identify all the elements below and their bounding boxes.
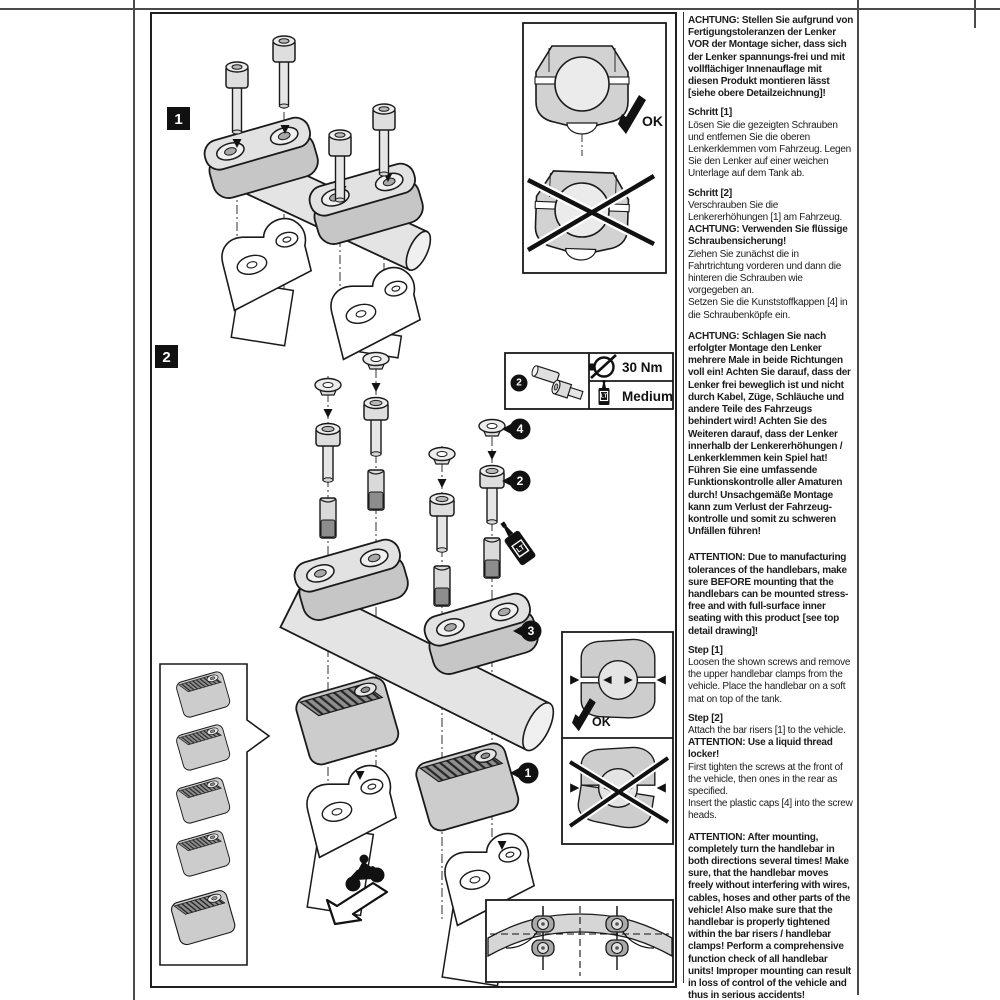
clamp-front-ok bbox=[535, 46, 629, 134]
en-warning-tolerances: ATTENTION: Due to manufacturing tolerances of the handlebars, make sure BEFORE mounting that the handlebars can be mounted stress-free and with full-surface inner seating with this product [see top detail drawing]! bbox=[688, 552, 849, 637]
ok-label: OK bbox=[642, 113, 663, 129]
de-step1-heading: Schritt [1] bbox=[688, 107, 732, 119]
right-margin-rule bbox=[857, 0, 859, 995]
callout-number: 3 bbox=[527, 624, 535, 638]
callout-4 bbox=[502, 419, 531, 440]
top-detail-inset bbox=[523, 23, 666, 273]
plastic-cap-icon bbox=[429, 448, 455, 465]
diagram-panel bbox=[150, 12, 677, 988]
bar-riser bbox=[293, 675, 401, 768]
callout-number: 2 bbox=[516, 474, 524, 488]
screw-icon bbox=[480, 466, 504, 525]
part2-badge bbox=[511, 375, 528, 392]
de-warning-threadlock: ACHTUNG: Verwenden Sie flüssige Schraubensicherung! bbox=[688, 224, 848, 248]
threaded-stud-icon bbox=[320, 498, 336, 538]
callout-number: 1 bbox=[524, 766, 532, 780]
screw-icon bbox=[226, 62, 248, 134]
screw-icon bbox=[364, 398, 388, 457]
threadlock-value: Medium bbox=[622, 389, 674, 404]
en-warning-final: ATTENTION: After mounting, completely turn the handlebar in both directions several times! Make sure, that the handlebar moves freely without interfering with wires, cables, hoses and other parts of the vehicle! Also make sure that the handlebar is properly tightened within the bar risers / handlebar clamps! Perform a comprehensive function check of all handlebar units! Improper mounting can result in loss of control of the vehicle and thus in serious accidents! bbox=[688, 831, 851, 1000]
de-warning-final: ACHTUNG: Schlagen Sie nach erfolgter Montage den Lenker mehrere Male in beide Richtungen voll ein! Achten Sie darauf, dass der Lenker frei beweglich ist und nicht durch Kabel, Züge, Schläuche und andere Teile des Fahrzeugs behindert wird! Achten Sie des Weiteren darauf, dass der Lenker innerhalb der Lenkererhöhungen / Lenkerklemmen kein Spiel hat! Führen Sie eine umfassende Funktionskontrolle aller Amaturen durch! Unsachgemäße Montage kann zum Verlust der Fahrzeug-kontrolle und somit zu schweren Unfällen führen! bbox=[688, 330, 851, 538]
insert-arrow bbox=[372, 383, 381, 392]
part-ref: 2 bbox=[516, 377, 522, 389]
insert-arrow bbox=[488, 451, 497, 460]
bottle-label: LT bbox=[515, 544, 527, 555]
de-warning-tolerances: ACHTUNG: Stellen Sie aufgrund von Fertigungstoleranzen der Lenker VOR der Montage sicher, dass sich der Lenker spannungs-frei und mit vollflächiger Innenauflage mit diesen Produkt montieren lässt [siehe obere Detailzeichnung]! bbox=[688, 15, 854, 100]
side-detail-inset bbox=[562, 632, 673, 844]
en-step1-text: Loosen the shown screws and remove the upper handlebar clamps from the vehicle. Place the handlebar on a soft mat on top of the tank. bbox=[688, 656, 851, 705]
en-caps-text: Insert the plastic caps [4] into the screw heads. bbox=[688, 798, 853, 822]
top-clamp bbox=[291, 536, 411, 623]
bottle-label: LT bbox=[600, 393, 608, 400]
threaded-stud-icon bbox=[434, 566, 450, 606]
screw-icon bbox=[430, 494, 454, 553]
de-step2-text: Verschrauben Sie die Lenkererhöhungen [1] am Fahrzeug. bbox=[688, 199, 843, 224]
step-number: 2 bbox=[162, 349, 171, 366]
en-step2-text: Attach the bar risers [1] to the vehicle. bbox=[688, 724, 846, 736]
de-step2-heading: Schritt [2] bbox=[688, 187, 732, 199]
plastic-cap-icon bbox=[315, 379, 341, 396]
step1-badge bbox=[167, 107, 190, 130]
threaded-stud-icon bbox=[484, 538, 500, 578]
plastic-cap-icon bbox=[363, 353, 389, 370]
callout-number: 4 bbox=[516, 422, 524, 436]
threaded-stud-icon bbox=[368, 470, 384, 510]
step2-badge bbox=[155, 345, 178, 368]
insert-arrow bbox=[438, 479, 447, 488]
en-warning-threadlock: ATTENTION: Use a liquid thread locker! bbox=[688, 737, 833, 761]
de-step1-text: Lösen Sie die gezeigten Schrauben und entfernen Sie die oberen Lenkerklemmen vom Fahrzeug. Legen Sie den Lenker auf einer weichen Unterlage auf dem Tank ab. bbox=[688, 119, 851, 180]
insert-arrow bbox=[324, 409, 333, 418]
text-column-rule bbox=[683, 12, 684, 983]
torque-box bbox=[505, 353, 673, 409]
riser-variants-box bbox=[160, 664, 269, 965]
en-step1-heading: Step [1] bbox=[688, 644, 723, 656]
top-rule bbox=[0, 8, 1000, 10]
step2-diagram bbox=[280, 352, 559, 986]
torque-value: 30 Nm bbox=[622, 360, 663, 375]
bar-riser bbox=[413, 741, 521, 834]
crop-mark bbox=[974, 0, 976, 28]
screw-icon bbox=[273, 36, 295, 108]
screw-icon bbox=[316, 424, 340, 483]
en-tighten-text: First tighten the screws at the front of the vehicle, then ones in the rear as specified. bbox=[688, 761, 843, 797]
plastic-cap-icon bbox=[479, 420, 505, 437]
left-margin-rule bbox=[133, 0, 135, 1000]
en-step2-heading: Step [2] bbox=[688, 712, 723, 724]
instructions-column bbox=[688, 15, 854, 1000]
step1-diagram bbox=[201, 36, 435, 359]
de-tighten-text: Ziehen Sie zunächst die in Fahrtrichtung vorderen und dann die hinteren die Schrauben wie vorgegeben an. bbox=[688, 248, 842, 297]
handlebar-topview-inset bbox=[486, 900, 673, 982]
callout-1 bbox=[510, 763, 539, 784]
threadlocker-bottle-icon bbox=[495, 517, 537, 566]
ok-label: OK bbox=[592, 715, 611, 729]
de-caps-text: Setzen Sie die Kunststoffkappen [4] in die Schraubenköpfe ein. bbox=[688, 297, 848, 321]
step-number: 1 bbox=[174, 111, 183, 128]
assembly-diagram bbox=[152, 14, 675, 986]
callout-2 bbox=[502, 471, 531, 492]
